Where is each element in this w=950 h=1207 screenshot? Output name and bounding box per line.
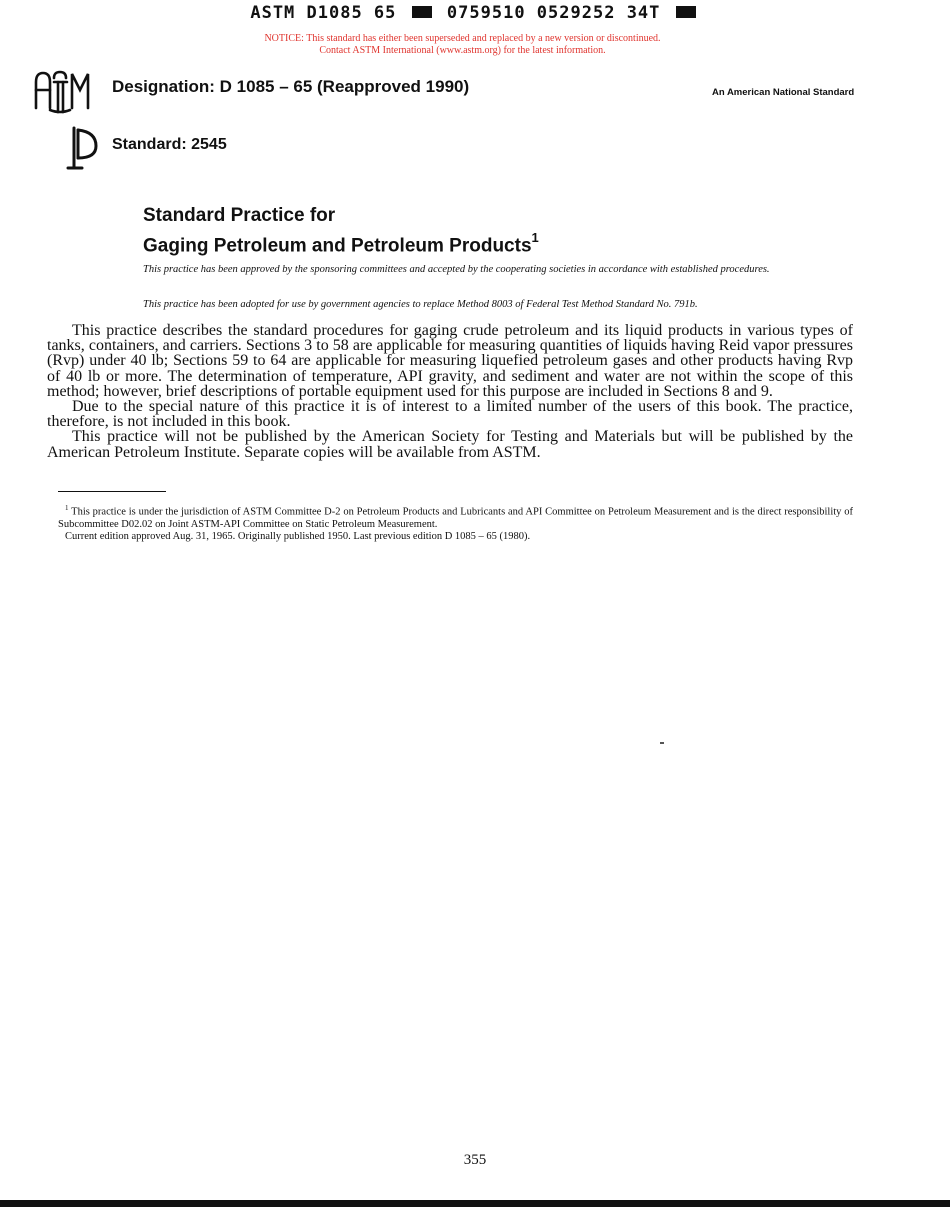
body-paragraph-1: This practice describes the standard procedures for gaging crude petroleum and its liquid products in various types of tanks, containers, and carriers. Sections 3 to 58 are applicable for measuring quantities of liquids having Reid vapor pressures (Rvp) under 40 lb; Sections 59 to 64 are applicable for measuring liquefied petroleum gases and other products having Rvp of 40 lb or more. The determination of temperature, API gravity, and sediment and water are not within the scope of this method; however, brief descriptions of portable equipment used for this purpose are included in Sections 8 and 9. xyxy=(47,322,853,400)
notice-banner xyxy=(0,33,925,57)
approval-note: This practice has been approved by the sponsoring committees and accepted by the cooperating societies in accordance with established procedures. xyxy=(143,264,770,275)
adoption-note: This practice has been adopted for use by government agencies to replace Method 8003 of Federal Test Method Standard No. 791b. xyxy=(143,299,698,310)
ip-standard-number: Standard: 2545 xyxy=(112,136,227,153)
footnote-edition: Current edition approved Aug. 31, 1965. Originally published 1950. Last previous edition D 1085 – 65 (1980). xyxy=(65,530,531,542)
page-bottom-border xyxy=(0,1200,950,1207)
footnotes xyxy=(58,502,853,543)
document-code-header xyxy=(0,3,950,23)
title-footnote-marker: 1 xyxy=(531,230,539,245)
scan-speck xyxy=(660,742,664,744)
title-line-1: Standard Practice for xyxy=(143,205,336,226)
footnote-divider xyxy=(58,491,166,492)
code-left: ASTM D1085 65 xyxy=(250,3,397,23)
title-line-2: Gaging Petroleum and Petroleum Products$^1$ xyxy=(143,230,539,257)
notice-line-1: NOTICE: This standard has either been superseded and replaced by a new version or discontinued. xyxy=(264,33,661,44)
body-paragraph-3: This practice will not be published by the American Society for Testing and Materials but will be published by the American Petroleum Institute. Separate copies will be available from ASTM. xyxy=(47,428,853,461)
body-paragraph-2: Due to the special nature of this practice it is of interest to a limited number of the users of this book. The practice, therefore, is not included in this book. xyxy=(47,398,853,431)
page-number: 355 xyxy=(463,1152,487,1168)
ip-logo-icon xyxy=(64,124,100,172)
astm-logo-icon xyxy=(30,68,100,114)
black-block-mark xyxy=(412,6,432,18)
body-text xyxy=(47,323,853,460)
designation-heading: Designation: D 1085 – 65 (Reapproved 1990) xyxy=(112,77,470,96)
code-middle: 0759510 0529252 xyxy=(446,3,616,23)
american-national-standard-label: An American National Standard xyxy=(712,87,855,98)
black-block-mark xyxy=(676,6,696,18)
notice-line-2: Contact ASTM International (www.astm.org) for the latest information. xyxy=(319,45,606,56)
footnote-1: $^1$ This practice is under the jurisdiction of ASTM Committee D-2 on Petroleum Products and Lubricants and API Committee on Petroleum Measurement and is the direct responsibility of Subcommittee D02.02 on Joint ASTM-API Committee on Static Petroleum Measurement. xyxy=(58,504,854,530)
document-title xyxy=(143,204,539,258)
code-right: 34T xyxy=(626,3,661,23)
footnote-marker: 1 xyxy=(65,504,69,512)
